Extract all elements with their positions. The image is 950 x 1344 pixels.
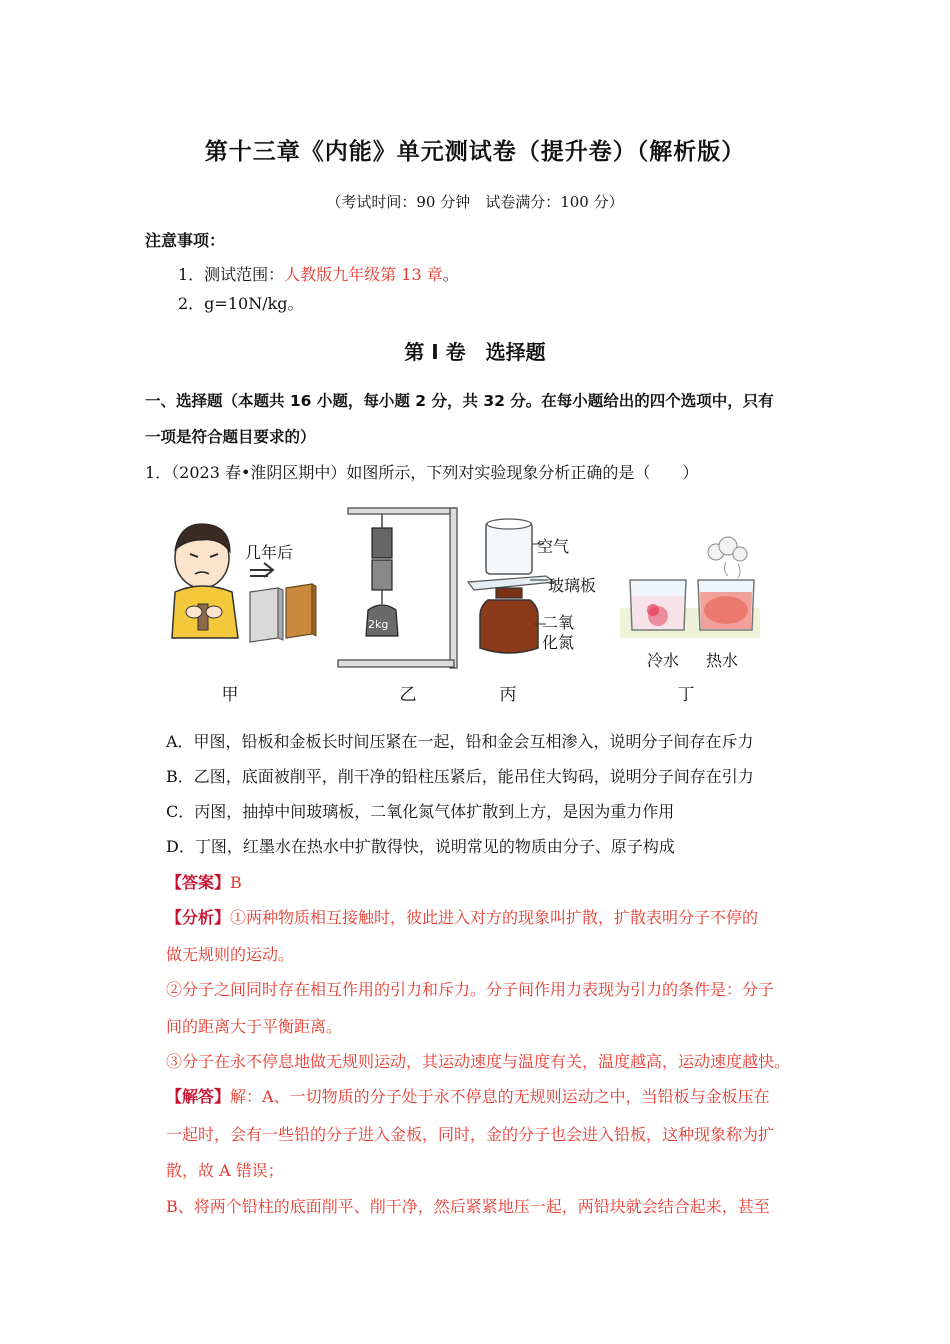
analysis-tag: 【分析】 xyxy=(166,908,231,927)
solution-line-2: 一起时，会有一些铅的分子进入金板，同时，金的分子也会进入铅板，这种现象称为扩 xyxy=(166,1125,775,1144)
caption-yi: 乙 xyxy=(399,685,417,705)
cold-water-beaker xyxy=(630,580,686,630)
hot-water-label: 热水 xyxy=(706,651,739,670)
solution-line-1 xyxy=(166,1084,770,1107)
option-b: B．乙图，底面被削平，削干净的铅柱压紧后，能吊住大钩码，说明分子间存在引力 xyxy=(166,767,754,786)
answer-tag: 【答案】 xyxy=(166,873,231,892)
notice-item-1-prefix: 1．测试范围： xyxy=(178,265,285,284)
exam-info: （考试时间：90 分钟 试卷满分：100 分） xyxy=(326,193,624,211)
question-1-stem: 1．（2023 春•淮阴区期中）如图所示，下列对实验现象分析正确的是（ ） xyxy=(145,463,699,482)
section-title: 第 I 卷 选择题 xyxy=(404,340,546,364)
steam-icon xyxy=(708,537,747,578)
air-label: 空气 xyxy=(537,537,570,556)
figure-illustrations xyxy=(150,500,810,710)
analysis-line-3: ②分子之间同时存在相互作用的引力和斥力。分子间作用力表现为引力的条件是：分子 xyxy=(166,980,775,999)
option-d: D．丁图，红墨水在热水中扩散得快，说明常见的物质由分子、原子构成 xyxy=(166,837,675,856)
solution-text-1a: 解：A、一切物质的分子处于永不停息的无规则运动之中，当铅板与金板压在 xyxy=(230,1087,770,1106)
no2-label-line-2: 化氮 xyxy=(542,633,575,652)
notice-heading: 注意事项： xyxy=(145,231,226,250)
hot-water-beaker xyxy=(698,580,754,630)
jia-time-label: 几年后 xyxy=(245,543,294,562)
test-scope: 人教版九年级第 13 章 xyxy=(284,265,443,284)
no2-label-line-1: 二氧 xyxy=(542,613,575,632)
option-a: A．甲图，铅板和金板长时间压紧在一起，铅和金会互相渗入，说明分子间存在斥力 xyxy=(166,732,754,751)
iron-stand xyxy=(338,508,457,668)
boy-illustration xyxy=(172,524,238,638)
answer-value: B xyxy=(230,873,242,892)
arrow-icon xyxy=(250,563,273,577)
solution-line-4: B、将两个铅柱的底面削平、削干净，然后紧紧地压一起，两铅块就会结合起来，甚至 xyxy=(166,1197,770,1216)
notice-item-1-suffix: 。 xyxy=(442,265,459,284)
notice-item-2: 2．g=10N/kg。 xyxy=(178,294,304,313)
cold-water-label: 冷水 xyxy=(647,651,680,670)
caption-jia: 甲 xyxy=(221,685,239,705)
notice-item-1 xyxy=(178,262,459,285)
caption-ding: 丁 xyxy=(677,685,695,705)
lead-and-gold-plates xyxy=(250,584,316,642)
option-c: C．丙图，抽掉中间玻璃板，二氧化氮气体扩散到上方，是因为重力作用 xyxy=(166,802,675,821)
document-title: 第十三章《内能》单元测试卷（提升卷）（解析版） xyxy=(204,139,746,165)
part-heading-line-2: 一项是符合题目要求的） xyxy=(145,428,316,446)
experiment-figure xyxy=(150,500,810,710)
answer-line xyxy=(166,870,242,893)
analysis-line-4: 间的距离大于平衡距离。 xyxy=(166,1017,343,1036)
analysis-text-1a: ①两种物质相互接触时，彼此进入对方的现象叫扩散，扩散表明分子不停的 xyxy=(230,908,759,927)
weight-label: 2kg xyxy=(368,618,389,631)
solution-tag: 【解答】 xyxy=(166,1087,231,1106)
analysis-line-2: 做无规则的运动。 xyxy=(166,945,295,964)
solution-line-3: 散，故 A 错误； xyxy=(166,1161,284,1180)
caption-bing: 丙 xyxy=(499,685,517,705)
analysis-line-1 xyxy=(166,905,758,928)
glass-plate-label: 玻璃板 xyxy=(548,576,597,595)
part-heading-line-1: 一、选择题（本题共 16 小题，每小题 2 分，共 32 分。在每小题给出的四个选项中，只有 xyxy=(145,392,774,410)
analysis-line-5: ③分子在永不停息地做无规则运动，其运动速度与温度有关，温度越高，运动速度越快。 xyxy=(166,1052,791,1071)
air-jar xyxy=(486,519,532,574)
nitrogen-dioxide-jar xyxy=(480,588,546,653)
